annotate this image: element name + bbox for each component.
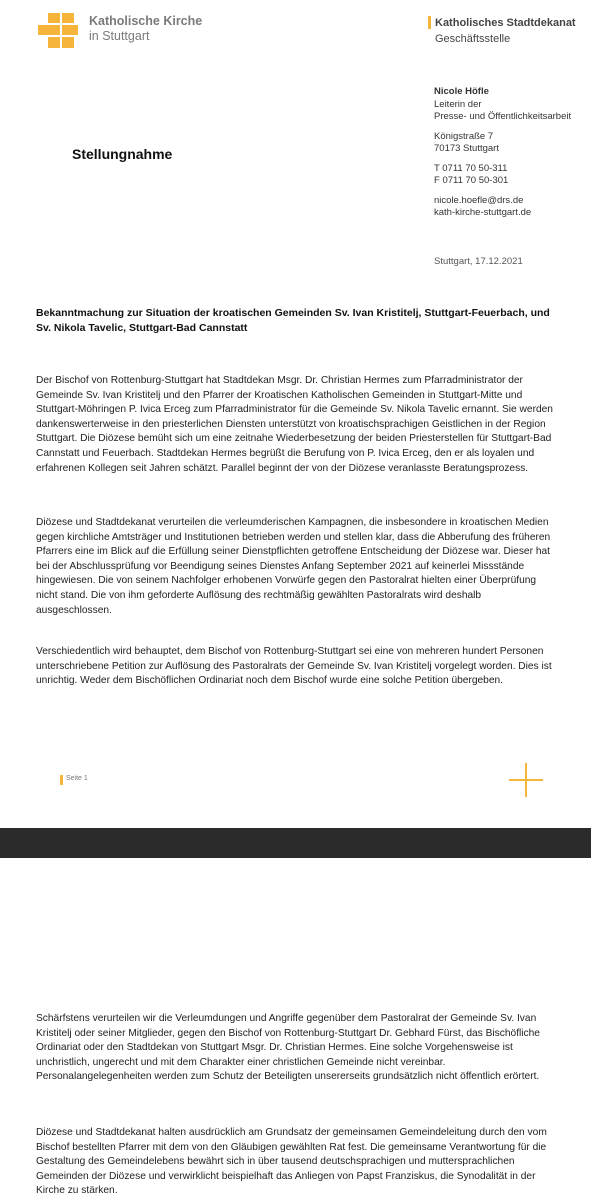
page-separator <box>0 828 591 858</box>
document-headline: Bekanntmachung zur Situation der kroatischen Gemeinden Sv. Ivan Kristitelj, Stuttgart-Feuerbach, und Sv. Nikola Tavelic, Stuttgart-Bad Cannstatt <box>36 307 550 334</box>
office-name: Katholisches Stadtdekanat <box>435 17 576 29</box>
contact-fax: F 0711 70 50-301 <box>434 175 509 186</box>
paragraph-1: Der Bischof von Rottenburg-Stuttgart hat Stadtdekan Msgr. Dr. Christian Hermes zum Pfarradministrator der Gemeinde Sv. Ivan Kristitelj und den Pfarrer der Kroatischen Katholischen Gemeinden in Stuttgart-Mitte und Stuttgart-Möhringen P. Ivica Erceg zum Pfarradministrator für die Gemeinde Sv. Nikola Tavelic ernannt. Sie werden dankenswerterweise in den priesterlichen Diensten unterstützt von kroatischsprachigen Geistlichen in der Region Stuttgart. Die Diözese bemüht sich um eine zeitnahe Wiederbesetzung der beiden Priesterstellen für Stuttgart-Bad Cannstatt und Feuerbach. Stadtdekan Hermes begrüßt die Berufung von P. Ivica Erceg, den er als loyalen und erfahrenen Kollegen seit Jahren schätzt. Parallel beginnt der von der Diözese veranlasste Beratungsprozess. <box>36 375 553 474</box>
logo-text <box>89 14 202 44</box>
page-number: Seite 1 <box>66 775 88 782</box>
document-date: Stuttgart, 17.12.2021 <box>434 256 523 267</box>
contact-name: Nicole Höfle <box>434 86 489 97</box>
contact-block <box>434 86 571 220</box>
office-accent-bar <box>428 16 431 29</box>
contact-city: 70173 Stuttgart <box>434 143 499 154</box>
contact-web[interactable]: kath-kirche-stuttgart.de <box>434 207 532 218</box>
logo-line-1: Katholische Kirche <box>89 14 203 28</box>
office-department: Geschäftsstelle <box>435 33 511 45</box>
contact-role-1: Leiterin der <box>434 98 482 110</box>
church-logo-icon <box>38 13 78 49</box>
office-header <box>435 15 576 47</box>
document-page-2 <box>0 858 591 1200</box>
contact-email[interactable]: nicole.hoefle@drs.de <box>434 194 524 206</box>
logo-line-2: in Stuttgart <box>89 29 150 43</box>
cross-icon <box>509 763 543 797</box>
contact-role-2: Presse- und Öffentlichkeitsarbeit <box>434 111 572 122</box>
document-type-title: Stellungnahme <box>72 146 173 162</box>
paragraph-5: Diözese und Stadtdekanat halten ausdrücklich am Grundsatz der gemeinsamen Gemeindeleitung durch den vom Bischof bestellten Pfarrer mit dem von den Gläubigen gewählten Rat fest. Die gemeinsame Verantwortung für die Gestaltung des Gemeindelebens bewährt sich in über tausend deutschsprachigen und muttersprachlichen Gemeinden der Diözese und verwirklicht beispielhaft das Anliegen von Papst Franziskus, die Synodalität in der Kirche zu stärken. <box>36 1127 547 1197</box>
paragraph-3: Verschiedentlich wird behauptet, dem Bischof von Rottenburg-Stuttgart sei eine von mehreren hundert Personen unterschriebene Petition zur Auflösung des Pastoralrats der Gemeinde Sv. Ivan Kristitelj vorgelegt worden. Dies ist unrichtig. Weder dem Bischöflichen Ordinariat noch dem Bischof wurde eine solche Petition übergeben. <box>36 646 552 687</box>
contact-street: Königstraße 7 <box>434 130 494 142</box>
paragraph-4: Schärfstens verurteilen wir die Verleumdungen und Angriffe gegenüber dem Pastoralrat der Gemeinde Sv. Ivan Kristitelj oder seiner Mitglieder, gegen den Bischof von Rottenburg-Stuttgart Dr. Gebhard Fürst, das Bischöfliche Ordinariat oder den Stadtdekan von Stuttgart Msgr. Dr. Christian Hermes. Eine solche Vorgehensweise ist unchristlich, ungerecht und mit dem Charakter einer christlichen Gemeinde nicht vereinbar. Personalangelegenheiten werden zum Schutz der Beteiligten unsererseits grundsätzlich nicht öffentlich erörtert. <box>36 1013 540 1083</box>
contact-phone: T 0711 70 50-311 <box>434 162 508 174</box>
footer-accent-bar <box>60 775 63 785</box>
paragraph-2: Diözese und Stadtdekanat verurteilen die verleumderischen Kampagnen, die insbesondere in kroatischen Medien gegen kirchliche Amtsträger und Institutionen betrieben werden und stellen klar, dass die Abberufung des früheren Pfarrers eine im Blick auf die Erfüllung seiner Dienstpflichten getroffene Entscheidung der Diözese war. Dieser hat bei der Abschlussprüfung vor Beendigung seines Dienstes Anfang September 2021 auf keinerlei Missstände hingewiesen. Die von seinem Nachfolger erhobenen Vorwürfe gegen den Pastoralrat hielten einer Überprüfung nicht stand. Die von ihm geforderte Auflösung des rechtmäßig gewählten Pastoralrats wird deshalb ausgeschlossen. <box>36 517 551 616</box>
